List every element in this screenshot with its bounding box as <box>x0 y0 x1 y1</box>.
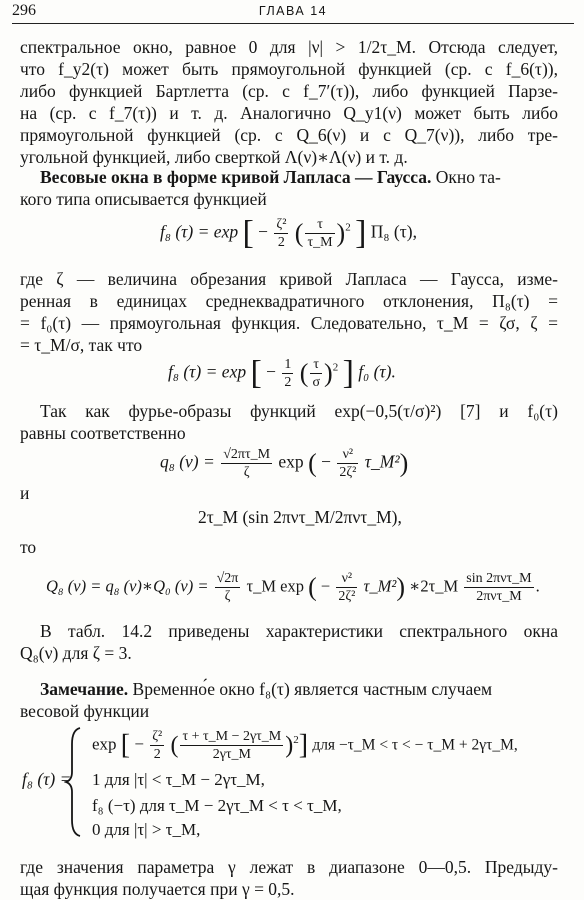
equation-5: Q₈ (ν) = q₈ (ν)∗Q₀ (ν) = $\frac{√2\pi}{\zeta}$ τ_M exp ( − $\frac{\text{ν²}}{\text{2ζ²}}$ τ_M²) ∗2τ_M $\frac{\text{sin 2πντ\_M}}{\text{2πντ\_M}}$ . <box>46 571 540 604</box>
text-line: щая функция получается при γ = 0,5. <box>20 879 295 899</box>
section-heading-line: Весовые окна в форме кривой Лапласа — Гаусса. Окно та- <box>40 167 501 187</box>
case-2: 1 для |τ| < τ_M − 2γτ_M, <box>92 770 265 789</box>
text-line: где ζ — величина обрезания кривой Лапласа — Гаусса, изме- <box>20 269 558 289</box>
text-line: спектральное окно, равное 0 для |ν| > 1/2τ_M. Отсюда следует, <box>20 37 558 57</box>
text-line: кого типа описывается функцией <box>20 189 267 209</box>
fraction: $\frac{\text{ζ²}}{2}$ <box>276 217 287 250</box>
running-title: ГЛАВА 14 <box>258 4 328 18</box>
text-line: прямоугольной функцией (ср. с Q_6(ν) и с Q_7(ν)), либо тре- <box>20 125 558 145</box>
fraction: $\frac{√2\pi\tau\_M}{\zeta}$ <box>223 447 271 480</box>
text-line: В табл. 14.2 приведены характеристики спектрального окна <box>40 621 558 641</box>
text-line: ренная в единицах среднеквадратичного отклонения, Π₈(τ) = <box>20 291 558 311</box>
text-line: где значения параметра γ лежат в диапазоне 0—0,5. Предыду- <box>20 857 558 877</box>
case-4: 0 для |τ| > τ_M, <box>92 820 201 839</box>
case-3: f₈ (−τ) для τ_M − 2γτ_M < τ < τ_M, <box>92 796 342 815</box>
page-number: 296 <box>12 2 36 19</box>
page-header <box>12 0 574 24</box>
remark-label: Замечание. <box>40 679 129 699</box>
text-line: весовой функции <box>20 701 150 721</box>
text-line: и <box>20 483 30 503</box>
text-line: = f₀(τ) — прямоугольная функция. Следовательно, τ_M = ζσ, ζ = <box>20 313 558 333</box>
text-line: равны соответственно <box>20 423 186 443</box>
fraction: $\frac{√2\pi}{\zeta}$ <box>216 571 239 604</box>
text-line: что f_y2(τ) может быть прямоугольной функцией (ср. с f_6(τ)), <box>20 59 558 79</box>
text-line: на (ср. с f_7(τ)) и т. д. Аналогично Q_y1(ν) может быть либо <box>20 103 558 123</box>
fraction: $\frac{\tau}{\tau\_M}$ <box>307 217 333 250</box>
fraction: $\frac{\text{ν²}}{\text{2ζ²}}$ <box>339 447 357 480</box>
text-line: то <box>20 537 37 557</box>
equation-2: f₈ (τ) = exp [ − $\frac{1}{2}$ ( $\frac{\tau}{\sigma}$ )$^2$ ] f₀ (τ). <box>168 354 396 392</box>
left-brace-icon <box>64 726 84 838</box>
text-line: либо функцией Бартлетта (ср. с f_7′(τ)), либо функцией Парзе- <box>20 81 558 101</box>
equation-4: 2τ_M (sin 2πντ_M/2πντ_M), <box>198 507 402 527</box>
cases-lhs: f₈ (τ) = <box>22 769 72 789</box>
remark-line: Замечание. Временно́е окно f₈(τ) является частным случаем <box>40 679 493 699</box>
fraction: $\frac{\text{ζ²}}{2}$ <box>152 729 163 762</box>
equation-3: q₈ (ν) = $\frac{√2\pi\tau\_M}{\zeta}$ exp ( − $\frac{\text{ν²}}{\text{2ζ²}}$ τ_M²) <box>160 447 409 480</box>
fraction: $\frac{\text{sin 2πντ\_M}}{\text{2πντ\_M}}$ <box>466 571 532 604</box>
text-line: угольной функцией, либо сверткой Λ(ν)∗Λ(ν) и т. д. <box>20 147 408 167</box>
case-1: exp [ − $\frac{\text{ζ²}}{2}$ ( $\frac{\tau + \tau\_M - 2\gamma\tau\_M}{2\gamma\tau\_M}$ )$^2$] для −τ_M < τ < − τ_M + 2γτ_M, <box>92 729 518 762</box>
fraction: $\frac{1}{2}$ <box>284 357 292 390</box>
equation-1: f₈ (τ) = exp [ − $\frac{\text{ζ²}}{2}$ ( $\frac{\tau}{\tau\_M}$ )$^2$ ] Π₈ (τ), <box>160 214 417 252</box>
text-line: Так как фурье-образы функций exp(−0,5(τ/σ)²) [7] и f₀(τ) <box>40 401 558 421</box>
text-line: = τ_M/σ, так что <box>20 335 143 355</box>
section-heading: Весовые окна в форме кривой Лапласа — Гаусса. <box>40 167 432 187</box>
fraction: $\frac{\tau}{\sigma}$ <box>312 357 321 390</box>
text-line: Q₈(ν) для ζ = 3. <box>20 643 132 663</box>
fraction: $\frac{\tau + \tau\_M - 2\gamma\tau\_M}{2\gamma\tau\_M}$ <box>182 729 282 762</box>
fraction: $\frac{\text{ν²}}{\text{2ζ²}}$ <box>338 571 356 604</box>
